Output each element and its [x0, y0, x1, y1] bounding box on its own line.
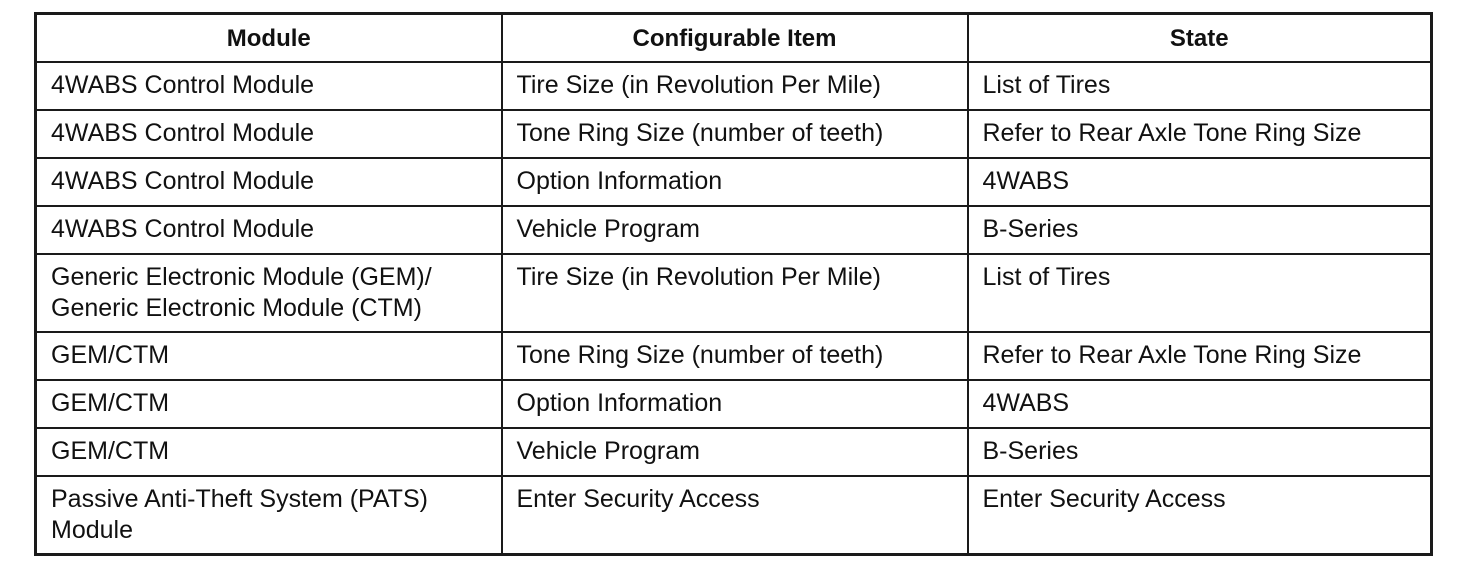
module-text: 4WABS Control Module: [51, 215, 315, 243]
module-cell: [36, 254, 502, 332]
configurable-item-cell: [502, 206, 968, 254]
state-cell: [968, 254, 1432, 332]
configurable-item-cell: [502, 62, 968, 110]
state-text: List of Tires: [982, 263, 1111, 291]
module-cell: [36, 158, 502, 206]
table-row: [36, 332, 1432, 380]
module-text-line-1: Generic Electronic Module (GEM)/: [51, 263, 432, 291]
table-row: [36, 380, 1432, 428]
state-text: Enter Security Access: [982, 485, 1226, 513]
module-text: 4WABS Control Module: [51, 119, 315, 147]
configuration-table: [34, 12, 1433, 556]
state-cell: [968, 110, 1432, 158]
state-text: B-Series: [982, 215, 1079, 243]
module-text: 4WABS Control Module: [51, 71, 315, 99]
state-text: 4WABS: [982, 389, 1070, 417]
module-text-line-1: Passive Anti-Theft System (PATS): [51, 485, 428, 513]
configurable-item-text: Option Information: [516, 167, 723, 195]
module-text-line-2: Generic Electronic Module (CTM): [51, 294, 422, 322]
module-cell: [36, 206, 502, 254]
state-cell: [968, 380, 1432, 428]
configuration-table-container: [34, 12, 1430, 556]
column-header-configurable-item: Configurable Item: [502, 14, 968, 63]
configurable-item-cell: [502, 428, 968, 476]
module-cell: [36, 476, 502, 555]
configurable-item-text: Vehicle Program: [516, 437, 700, 465]
state-cell: [968, 476, 1432, 555]
table-row: [36, 110, 1432, 158]
configurable-item-text: Enter Security Access: [516, 485, 760, 513]
table-header-row: [36, 14, 1432, 63]
state-text: Refer to Rear Axle Tone Ring Size: [982, 341, 1362, 369]
configurable-item-text: Option Information: [516, 389, 723, 417]
state-text: 4WABS: [982, 167, 1070, 195]
module-cell: [36, 62, 502, 110]
module-text: GEM/CTM: [51, 341, 170, 369]
state-cell: [968, 428, 1432, 476]
module-text: GEM/CTM: [51, 389, 170, 417]
module-text: 4WABS Control Module: [51, 167, 315, 195]
configurable-item-text: Vehicle Program: [516, 215, 700, 243]
configurable-item-text: Tire Size (in Revolution Per Mile): [516, 263, 881, 291]
configurable-item-cell: [502, 158, 968, 206]
table-row: [36, 254, 1432, 332]
configurable-item-cell: [502, 332, 968, 380]
configurable-item-cell: [502, 254, 968, 332]
table-row: [36, 62, 1432, 110]
module-text-line-2: Module: [51, 516, 133, 544]
configurable-item-text: Tire Size (in Revolution Per Mile): [516, 71, 881, 99]
table-row: [36, 476, 1432, 555]
state-cell: [968, 62, 1432, 110]
state-cell: [968, 332, 1432, 380]
configurable-item-text: Tone Ring Size (number of teeth): [516, 119, 884, 147]
configurable-item-cell: [502, 110, 968, 158]
column-header-module: Module: [36, 14, 502, 63]
column-header-state: State: [968, 14, 1432, 63]
table-row: [36, 206, 1432, 254]
configurable-item-cell: [502, 476, 968, 555]
module-cell: [36, 380, 502, 428]
table-row: [36, 158, 1432, 206]
state-cell: [968, 158, 1432, 206]
state-text: B-Series: [982, 437, 1079, 465]
module-cell: [36, 110, 502, 158]
module-text: GEM/CTM: [51, 437, 170, 465]
state-text: Refer to Rear Axle Tone Ring Size: [982, 119, 1362, 147]
module-cell: [36, 428, 502, 476]
table-row: [36, 428, 1432, 476]
state-text: List of Tires: [982, 71, 1111, 99]
configurable-item-text: Tone Ring Size (number of teeth): [516, 341, 884, 369]
configurable-item-cell: [502, 380, 968, 428]
module-cell: [36, 332, 502, 380]
state-cell: [968, 206, 1432, 254]
